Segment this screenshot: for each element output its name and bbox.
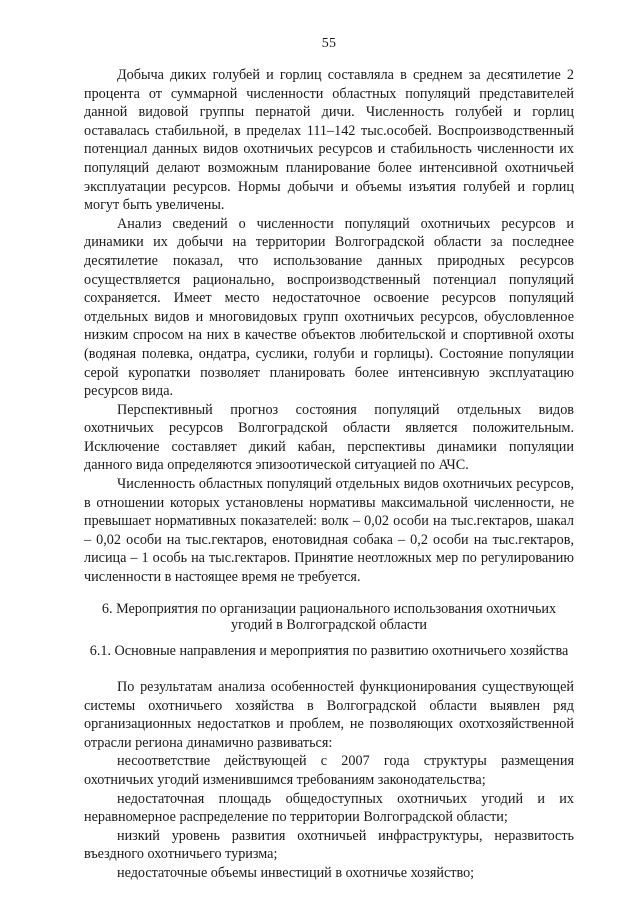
- list-item-structure: несоответствие действующей с 2007 года структуры размещения охотничьих угодий изменившимся требованиям законодательства;: [84, 753, 574, 788]
- paragraph-analysis-intro: По результатам анализа особенностей функционирования существующей системы охотничьего хозяйства в Волгоградской области выявлен ряд организационных недостатков и проблем, не позволяющих охотхозяйственной отрасли региона динамично развиваться:: [84, 679, 574, 751]
- paragraph-resource-analysis: Анализ сведений о численности популяций охотничьих ресурсов и динамики их добычи на территории Волгоградской области за последнее десятилетие показал, что использование данных природных ресурсов осуществляется рационально, воспроизводственный потенциал популяций сохраняется. Имеет место недостаточное освоение ресурсов популяций отдельных видов и многовидовых групп охотничьих ресурсов, обусловленное низким спросом на них в качестве объектов любительской и спортивной охоты (водяная полевка, ондатра, суслики, голуби и горлицы). Состояние популяции серой куропатки позволяет планировать более интенсивную эксплуатацию ресурсов вида.: [84, 215, 574, 400]
- list-item-public-lands: недостаточная площадь общедоступных охотничьих угодий и их неравномерное распределение по территории Волгоградской области;: [84, 790, 574, 826]
- page-number: 55: [321, 36, 337, 51]
- subsection-heading: 6.1. Основные направления и мероприятия по развитию охотничьего хозяйства: [89, 643, 569, 660]
- paragraph-population-norms: Численность областных популяций отдельных видов охотничьих ресурсов, в отношении которых установлены нормативы максимальной численности, не превышает нормативных показателей: волк – 0,02 особи на тыс.гектаров, шакал – 0,02 особи на тыс.гектаров, енотовидная собака – 0,2 особи на тыс.гектаров, лисица – 1 особь на тыс.гектаров. Принятие неотложных мер по регулированию численности в настоящее время не требуется.: [84, 476, 574, 586]
- paragraph-forecast: Перспективный прогноз состояния популяций отдельных видов охотничьих ресурсов Волгоградской области является положительным. Исключение составляет дикий кабан, перспективы динамики популяции данного вида определяются эпизоотической ситуацией по АЧС.: [84, 401, 574, 474]
- list-item-investment: недостаточные объемы инвестиций в охотничье хозяйство;: [117, 864, 475, 881]
- section-heading: 6. Мероприятия по организации рационального использования охотничьих угодий в Волгоградской области: [101, 600, 557, 634]
- document-page: [84, 36, 574, 883]
- paragraph-pigeons-harvest: Добыча диких голубей и горлиц составляла в среднем за десятилетие 2 процента от суммарной численности областных популяций представителей данной видовой группы пернатой дичи. Численность голубей и горлиц оставалась стабильной, в пределах 111–142 тыс.особей. Воспроизводственный потенциал данных видов охотничьих ресурсов и стабильность численности их популяций делают возможным планирование более интенсивной охотничьей эксплуатации ресурсов. Нормы добычи и объемы изъятия голубей и горлиц могут быть увеличены.: [84, 67, 574, 214]
- list-item-infrastructure: низкий уровень развития охотничьей инфраструктуры, неразвитость въездного охотничьего туризма;: [84, 827, 574, 863]
